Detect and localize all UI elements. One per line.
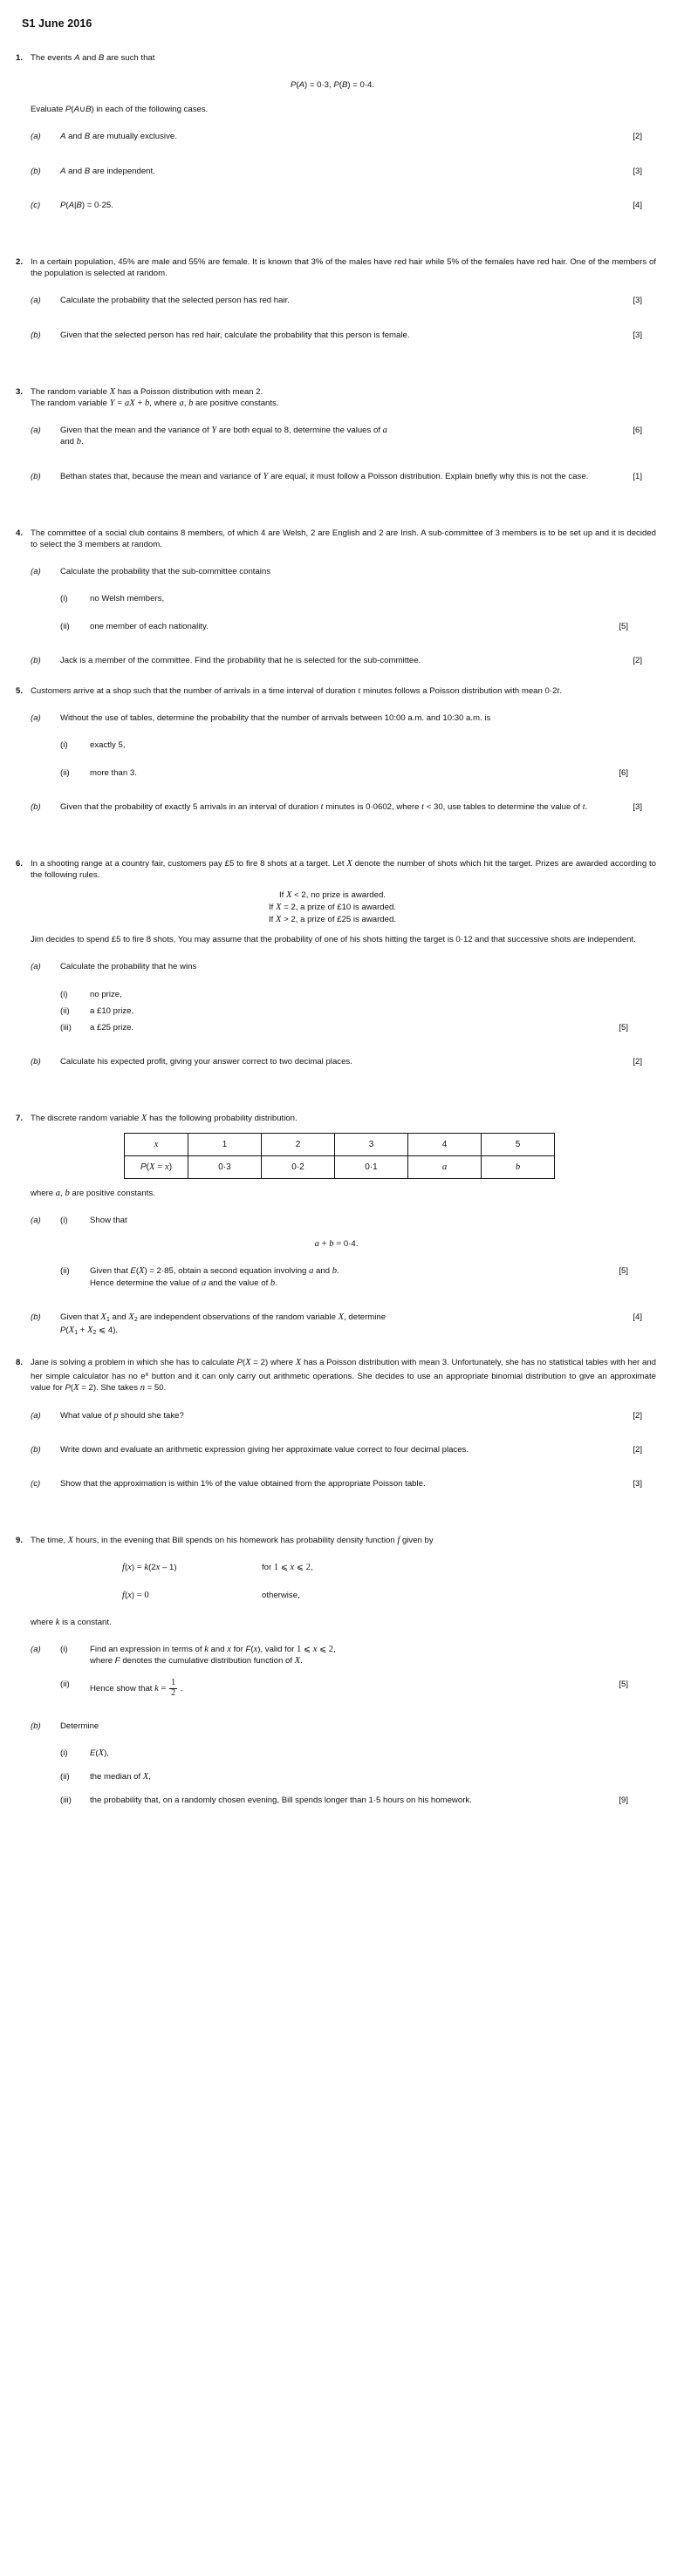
- part-label: (a): [31, 962, 41, 972]
- question-subpart: [60, 1748, 642, 1759]
- question-stem: In a shooting range at a country fair, customers pay £5 to fire 8 shots at a target. Let X denote the number of shots which hit the target. Prizes are awarded according to the following rules.: [31, 859, 657, 881]
- question-subpart: [60, 1644, 642, 1666]
- subpart-text: [5] Hence show that k = $\frac{1}{2}$ .: [90, 1678, 628, 1698]
- question-subpart: [60, 1005, 642, 1017]
- question-subpart: [60, 1679, 642, 1697]
- question-subpart: [60, 739, 642, 751]
- pdf-expression: f(x) = 0: [122, 1590, 149, 1600]
- subpart-text: Find an expression in terms of k and x for F(x), valid for 1 ⩽ x ⩽ 2, where F denotes the cumulative distribution function of X.: [90, 1644, 336, 1666]
- part-label: (b): [31, 1057, 41, 1067]
- part-marks: [3]: [633, 296, 642, 306]
- question-subpart: [60, 1022, 642, 1033]
- question-stem-2: where k is a constant.: [31, 1617, 112, 1627]
- question-part: [31, 131, 656, 142]
- probability-distribution-table: [124, 1133, 555, 1179]
- question-part: [31, 1644, 656, 1698]
- part-marks: [3]: [633, 330, 642, 340]
- part-label: (c): [31, 200, 41, 210]
- part-label: (a): [31, 567, 41, 577]
- table-cell-value: b: [515, 1162, 521, 1172]
- question-subpart: [60, 593, 642, 604]
- part-label: (a): [31, 1644, 41, 1654]
- pdf-definition: [9, 1562, 670, 1600]
- pdf-condition: for 1 ⩽ x ⩽ 2,: [262, 1563, 313, 1573]
- question-2: [9, 256, 670, 341]
- pdf-line: [122, 1562, 670, 1573]
- question-3: [9, 386, 670, 482]
- question-5: [9, 685, 670, 813]
- part-label: (a): [31, 296, 41, 306]
- table-cell: [408, 1155, 482, 1178]
- part-label: (b): [31, 330, 41, 340]
- part-marks: [2]: [633, 1057, 642, 1067]
- pdf-condition: otherwise,: [262, 1590, 300, 1600]
- question-subpart: [60, 621, 642, 632]
- part-body: Write down and evaluate an arithmetic expression giving her approximate value correct to four decimal places.: [60, 1444, 469, 1455]
- question-stem: The random variable X has a Poisson distribution with mean 2. The random variable Y = aX + b, where a, b are positive constants.: [31, 386, 279, 409]
- subpart-text: exactly 5,: [90, 740, 126, 751]
- question-subpart: [60, 1771, 642, 1782]
- part-text: Calculate the probability that the sub-committee contains: [60, 567, 271, 577]
- question-part: [31, 1056, 656, 1067]
- part-label: (b): [31, 655, 41, 665]
- question-stem-2: Jim decides to spend £5 to fire 8 shots. You may assume that the probability of one of his shots hitting the target is 0·12 and that successive shots are independent.: [31, 935, 636, 945]
- subpart-marks: [5]: [619, 1266, 628, 1277]
- question-9: [9, 1535, 670, 1806]
- subpart-marks: [5]: [619, 621, 628, 631]
- table-cell: 5: [482, 1133, 555, 1155]
- question-part: [31, 1410, 656, 1421]
- display-equation: P(A) = 0·3, P(B) = 0·4.: [290, 80, 375, 91]
- question-part: [31, 712, 656, 724]
- table-cell-value: a: [441, 1162, 448, 1172]
- prize-rules: [9, 889, 670, 925]
- subpart-marks: [6]: [619, 767, 628, 778]
- table-row: [125, 1155, 555, 1178]
- question-number: 9.: [15, 1536, 23, 1546]
- part-marks: [6]: [633, 426, 642, 436]
- question-number: 2.: [15, 257, 23, 268]
- part-marks: [4]: [633, 200, 642, 210]
- subpart-body: one member of each nationality.: [90, 621, 209, 631]
- question-part: [31, 1312, 656, 1338]
- question-8: [9, 1357, 670, 1489]
- question-stem: The time, X hours, in the evening that Bill spends on his homework has probability density function f given by: [31, 1536, 434, 1546]
- question-number: 5.: [15, 686, 23, 697]
- row-header: x: [125, 1133, 188, 1155]
- subpart-text: the median of X,: [90, 1772, 151, 1782]
- subpart-text: [90, 621, 628, 632]
- question-part: [31, 801, 656, 813]
- table-cell: 0·1: [335, 1155, 408, 1178]
- part-body: Calculate his expected profit, giving your answer correct to two decimal places.: [60, 1057, 352, 1067]
- subpart-label: (iii): [60, 1796, 72, 1806]
- question-part: [31, 1444, 656, 1455]
- part-label: (b): [31, 1444, 41, 1455]
- question-1: [9, 52, 670, 211]
- part-marks: [1]: [633, 471, 642, 481]
- question-6: [9, 858, 670, 1067]
- question-subpart: [60, 1215, 642, 1226]
- subpart-text: no Welsh members,: [90, 594, 165, 604]
- part-label: (a): [31, 1215, 41, 1225]
- part-marks: [3]: [633, 1478, 642, 1489]
- subpart-label: (iii): [60, 1023, 72, 1033]
- part-marks: [3]: [633, 801, 642, 812]
- table-cell: 0·2: [262, 1155, 335, 1178]
- question-part: [31, 566, 656, 577]
- part-text: [6] Given that the mean and the variance of Y are both equal to 8, determine the values of a and b.: [60, 426, 642, 447]
- subpart-text: [5] Given that E(X) = 2·85, obtain a second equation involving a and b. Hence determine the value of a and the value of b.: [90, 1266, 628, 1288]
- prize-rule: If X > 2, a prize of £25 is awarded.: [269, 914, 396, 924]
- pdf-line: [122, 1590, 670, 1601]
- prize-rule: If X = 2, a prize of £10 is awarded.: [269, 903, 396, 913]
- part-text: [3] A and B are independent.: [60, 166, 642, 176]
- subpart-text: no prize,: [90, 989, 122, 999]
- table-cell: 3: [335, 1133, 408, 1155]
- part-marks: [4]: [633, 1312, 642, 1322]
- part-label: (b): [31, 1312, 41, 1322]
- part-text: [60, 295, 642, 306]
- question-7: [9, 1113, 670, 1337]
- part-label: (a): [31, 426, 41, 436]
- part-text: [2] What value of p should she take?: [60, 1410, 642, 1421]
- question-stem: Customers arrive at a shop such that the number of arrivals in a time interval of duration t minutes follows a Poisson distribution with mean 0·2t.: [31, 686, 563, 697]
- question-stem: The discrete random variable X has the following probability distribution.: [31, 1114, 298, 1124]
- part-text: [3] Given that the probability of exactly 5 arrivals in an interval of duration t minutes is 0·0602, where t < 30, use tables to determine the value of t.: [60, 801, 642, 812]
- part-label: (a): [31, 713, 41, 724]
- part-label: (b): [31, 166, 41, 176]
- subpart-marks: [9]: [619, 1796, 628, 1806]
- question-stem: The events A and B are such that: [31, 53, 155, 63]
- part-body: Given that the selected person has red hair, calculate the probability that this person is female.: [60, 330, 410, 340]
- question-stem-2: Evaluate P(A∪B) in each of the following cases.: [31, 105, 209, 115]
- question-part: [31, 1478, 656, 1489]
- subpart-label: (ii): [60, 767, 70, 778]
- part-text: [60, 330, 642, 341]
- subpart-text: [9] the probability that, on a randomly chosen evening, Bill spends longer than 1·5 hours on his homework.: [90, 1796, 628, 1806]
- part-marks: [2]: [633, 1444, 642, 1455]
- questions-container: [9, 52, 670, 1807]
- question-4: [9, 528, 670, 666]
- question-number: 3.: [15, 386, 23, 397]
- subpart-label: (ii): [60, 1680, 70, 1690]
- question-stem: The committee of a social club contains 8 members, of which 4 are Welsh, 2 are English and 2 are Irish. A sub-committee of 3 members is to be set up and it is decided to select the 3 members at random.: [31, 528, 656, 550]
- question-part: [31, 295, 656, 306]
- part-label: (b): [31, 471, 41, 481]
- part-marks: [2]: [633, 1410, 642, 1421]
- part-text: [60, 1478, 642, 1489]
- pdf-expression: f(x) = k(2x – 1): [122, 1563, 177, 1573]
- table-cell: 4: [408, 1133, 482, 1155]
- subpart-text: E(X),: [90, 1748, 109, 1758]
- question-part: [31, 471, 656, 482]
- part-text: [60, 1056, 642, 1067]
- question-part: [31, 1215, 656, 1226]
- question-subpart: [60, 1265, 642, 1288]
- table-cell: [482, 1155, 555, 1178]
- subpart-label: (i): [60, 1215, 68, 1225]
- question-part: [31, 1721, 656, 1732]
- part-label: (b): [31, 801, 41, 812]
- part-marks: [3]: [633, 166, 642, 176]
- part-text: [4] P(A|B) = 0·25.: [60, 200, 642, 210]
- subpart-label: (ii): [60, 1266, 70, 1277]
- question-subpart: [60, 1795, 642, 1806]
- table-cell: 0·3: [188, 1155, 262, 1178]
- part-text: [60, 1444, 642, 1455]
- question-part: [31, 961, 656, 972]
- part-text: [2] A and B are mutually exclusive.: [60, 132, 642, 142]
- subpart-label: (ii): [60, 1005, 70, 1016]
- part-label: (c): [31, 1478, 41, 1489]
- subpart-body: a £25 prize.: [90, 1023, 134, 1033]
- display-equation: a + b = 0·4.: [314, 1239, 359, 1250]
- question-stem: In a certain population, 45% are male and 55% are female. It is known that 3% of the males have red hair while 5% of the females have red hair. One of the members of the population is selected at random.: [31, 257, 656, 279]
- table-cell: 1: [188, 1133, 262, 1155]
- table-cell: 2: [262, 1133, 335, 1155]
- part-text: [4] Given that $X_1$ and $X_2$ are independent observations of the random variable X, determine $P(X_1 + X_2$ ⩽ 4).: [60, 1312, 642, 1336]
- part-marks: [2]: [633, 655, 642, 665]
- subpart-label: (ii): [60, 1772, 70, 1782]
- subpart-label: (i): [60, 989, 68, 999]
- question-number: 1.: [15, 53, 23, 63]
- part-text: Without the use of tables, determine the probability that the number of arrivals between 10:00 a.m. and 10:30 a.m. is: [60, 713, 491, 724]
- page-title: S1 June 2016: [22, 17, 92, 30]
- question-subpart: [60, 767, 642, 779]
- subpart-body: more than 3.: [90, 767, 137, 778]
- part-text: Calculate the probability that he wins: [60, 962, 197, 972]
- subpart-label: (i): [60, 740, 68, 751]
- part-body: Show that the approximation is within 1% of the value obtained from the appropriate Poisson table.: [60, 1478, 426, 1489]
- question-number: 7.: [15, 1114, 23, 1124]
- table-row: [125, 1133, 555, 1155]
- row-header: P(X = x): [125, 1155, 188, 1178]
- part-label: (a): [31, 132, 41, 142]
- part-label: (a): [31, 1410, 41, 1421]
- subpart-label: (ii): [60, 621, 70, 631]
- question-part: [31, 200, 656, 211]
- question-number: 4.: [15, 528, 23, 538]
- question-stem: Jane is solving a problem in which she has to calculate P(X = 2) where X has a Poisson distribution with mean 3. Unfortunately, she has no statistical tables with her and her simple calculator has no $e^x$ button and it can only carry out arithmetic operations. She decides to use an appropriate binomial distribution to give an approximate value for P(X = 2). She takes n = 50.: [31, 1357, 657, 1394]
- subpart-text: a £10 prize,: [90, 1005, 134, 1016]
- part-body: Jack is a member of the committee. Find the probability that he is selected for the sub-committee.: [60, 655, 421, 665]
- prize-rule: If X < 2, no prize is awarded.: [279, 890, 386, 901]
- question-subpart: [60, 989, 642, 1000]
- part-marks: [2]: [633, 132, 642, 142]
- question-part: [31, 330, 656, 341]
- part-body: Calculate the probability that the selected person has red hair.: [60, 296, 290, 306]
- subpart-text: Show that: [90, 1215, 127, 1225]
- question-stem-2: where a, b are positive constants.: [31, 1188, 155, 1198]
- question-part: [31, 166, 656, 177]
- subpart-label: (i): [60, 1748, 68, 1758]
- part-text: Determine: [60, 1721, 99, 1731]
- subpart-text: [90, 1022, 628, 1033]
- subpart-marks: [5]: [619, 1680, 628, 1690]
- question-number: 6.: [15, 859, 23, 869]
- question-number: 8.: [15, 1357, 23, 1367]
- part-text: [1] Bethan states that, because the mean and variance of Y are equal, it must follow a Poisson distribution. Explain briefly why this is not the case.: [60, 471, 642, 481]
- subpart-label: (i): [60, 1644, 68, 1654]
- question-part: [31, 655, 656, 666]
- subpart-marks: [5]: [619, 1023, 628, 1033]
- subpart-label: (i): [60, 594, 68, 604]
- question-part: [31, 425, 656, 447]
- subpart-text: [90, 767, 628, 779]
- part-label: (b): [31, 1721, 41, 1731]
- part-text: [60, 655, 642, 666]
